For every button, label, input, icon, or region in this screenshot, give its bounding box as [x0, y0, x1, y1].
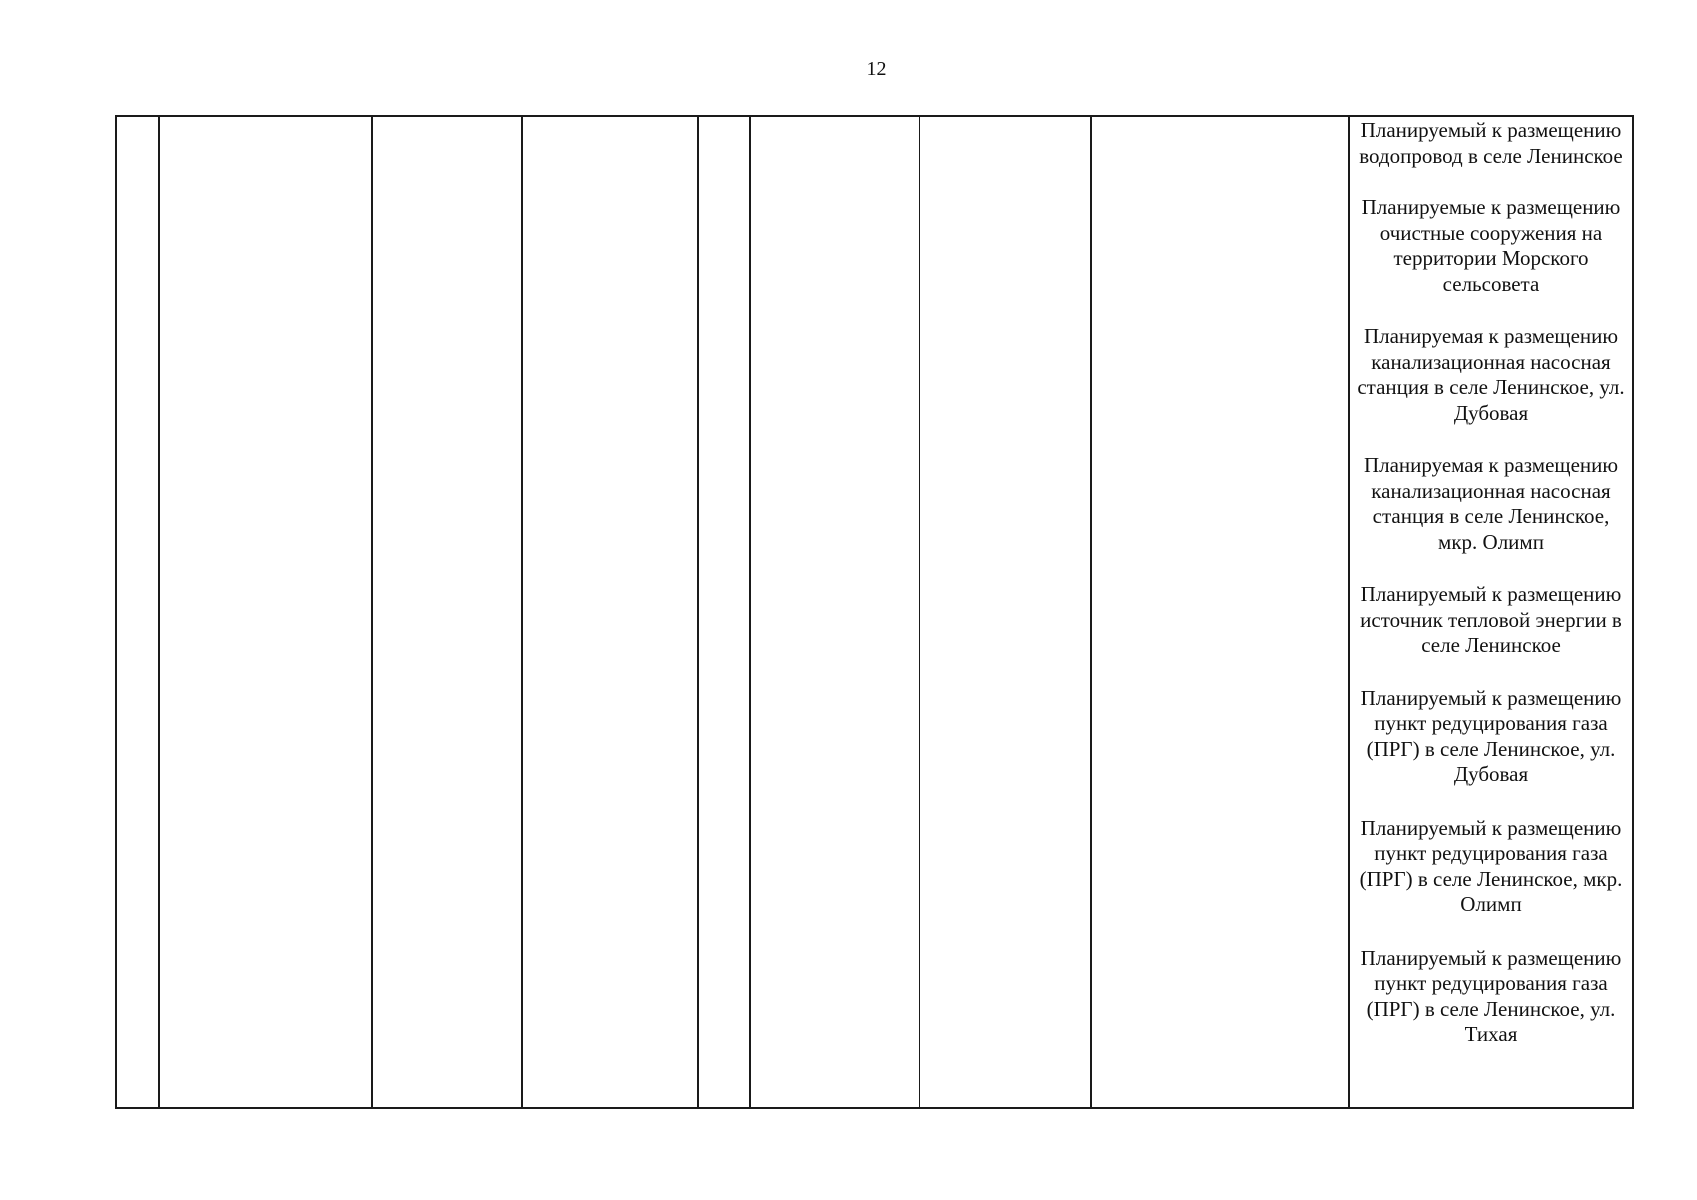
table-cell-col6 [750, 116, 919, 1108]
table-cell-objects [1349, 116, 1633, 1108]
table-cell-number [116, 116, 159, 1108]
object-entry: Планируемый к размещению пункт редуцирования газа (ПРГ) в селе Ленинское, мкр. Олимп [1359, 815, 1623, 916]
table-cell-col5 [698, 116, 750, 1108]
table-cell-col8 [1091, 116, 1349, 1108]
object-entry: Планируемый к размещению пункт редуцирования газа (ПРГ) в селе Ленинское, ул. Тихая [1360, 945, 1622, 1046]
table-cell-col2 [159, 116, 372, 1108]
page-number: 12 [866, 58, 887, 80]
table-cell-col7 [919, 116, 1091, 1108]
object-entry: Планируемая к размещению канализационная насосная станция в селе Ленинское, мкр. Олимп [1363, 453, 1619, 554]
table-cell-col4 [522, 116, 698, 1108]
object-entry: Планируемый к размещению водопровод в селе Ленинское [1359, 118, 1623, 168]
object-entry: Планируемый к размещению источник тепловой энергии в селе Ленинское [1360, 582, 1622, 657]
object-entry: Планируемые к размещению очистные сооружения на территории Морского сельсовета [1361, 195, 1621, 296]
table-cell-col3 [372, 116, 522, 1108]
object-entry: Планируемый к размещению пункт редуцирования газа (ПРГ) в селе Ленинское, ул. Дубовая [1360, 685, 1622, 786]
table-row [116, 116, 1633, 1108]
object-entry: Планируемая к размещению канализационная насосная станция в селе Ленинское, ул. Дубовая [1357, 324, 1625, 425]
objects-table [115, 115, 1634, 1109]
